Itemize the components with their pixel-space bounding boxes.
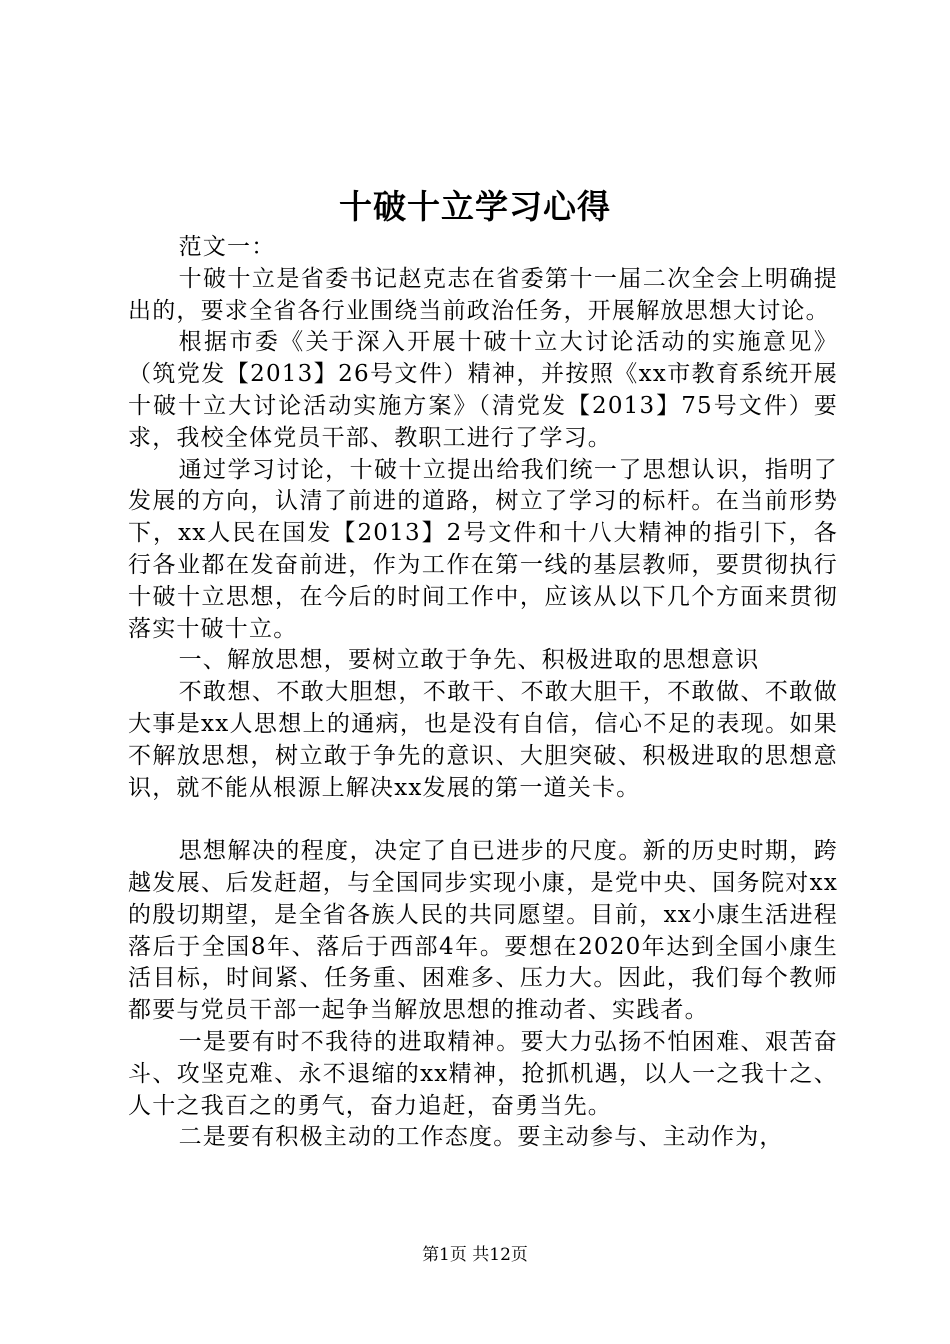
paragraph-heading-fanwen: 范文一： — [178, 234, 276, 260]
paragraph-point-two: 二是要有积极主动的工作态度。要主动参与、主动作为， — [178, 1124, 784, 1151]
page-footer: 第1页 共12页 — [422, 1245, 528, 1265]
paragraph-dare-not: 不敢想、不敢大胆想，不敢干、不敢大胆干，不敢做、不敢做大事是xx人思想上的通病，也是没有自信，信心不足的表现。如果不解放思想，树立敢于争先的意识、大胆突破、积极进取的思想意识，就不能从根源上解决xx发展的第一道关卡。 — [128, 679, 838, 801]
paragraph-thought-degree: 思想解决的程度，决定了自已进步的尺度。新的历史时期，跨越发展、后发赶超，与全国同步实现小康，是党中央、国务院对xx的殷切期望，是全省各族人民的共同愿望。目前，xx小康生活进程落后于全国8年、落后于西部4年。要想在2020年达到全国小康生活目标，时间紧、任务重、困难多、压力大。因此，我们每个教师都要与党员干部一起争当解放思想的推动者、实践者。 — [128, 838, 838, 1024]
document-title: 十破十立学习心得 — [339, 187, 611, 226]
paragraph-intro: 十破十立是省委书记赵克志在省委第十一届二次全会上明确提出的，要求全省各行业围绕当前政治任务，开展解放思想大讨论。 — [128, 265, 838, 324]
document-body — [128, 232, 838, 1154]
paragraph-point-one: 一是要有时不我待的进取精神。要大力弘扬不怕困难、艰苦奋斗、攻坚克难、永不退缩的xx精神，抢抓机遇，以人一之我十之、人十之我百之的勇气，奋力追赶，奋勇当先。 — [128, 1028, 838, 1119]
blank-line — [128, 804, 838, 836]
paragraph-study-result: 通过学习讨论，十破十立提出给我们统一了思想认识，指明了发展的方向，认清了前进的道路，树立了学习的标杆。在当前形势下，xx人民在国发【2013】2号文件和十八大精神的指引下，各行各业都在发奋前进，作为工作在第一线的基层教师，要贯彻执行十破十立思想，在今后的时间工作中，应该从以下几个方面来贯彻落实十破十立。 — [128, 456, 838, 642]
paragraph-basis: 根据市委《关于深入开展十破十立大讨论活动的实施意见》（筑党发【2013】26号文件）精神，并按照《xx市教育系统开展十破十立大讨论活动实施方案》（清党发【2013】75号文件）要求，我校全体党员干部、教职工进行了学习。 — [128, 329, 838, 451]
section-heading-1: 一、解放思想，要树立敢于争先、积极进取的思想意识 — [178, 647, 760, 674]
